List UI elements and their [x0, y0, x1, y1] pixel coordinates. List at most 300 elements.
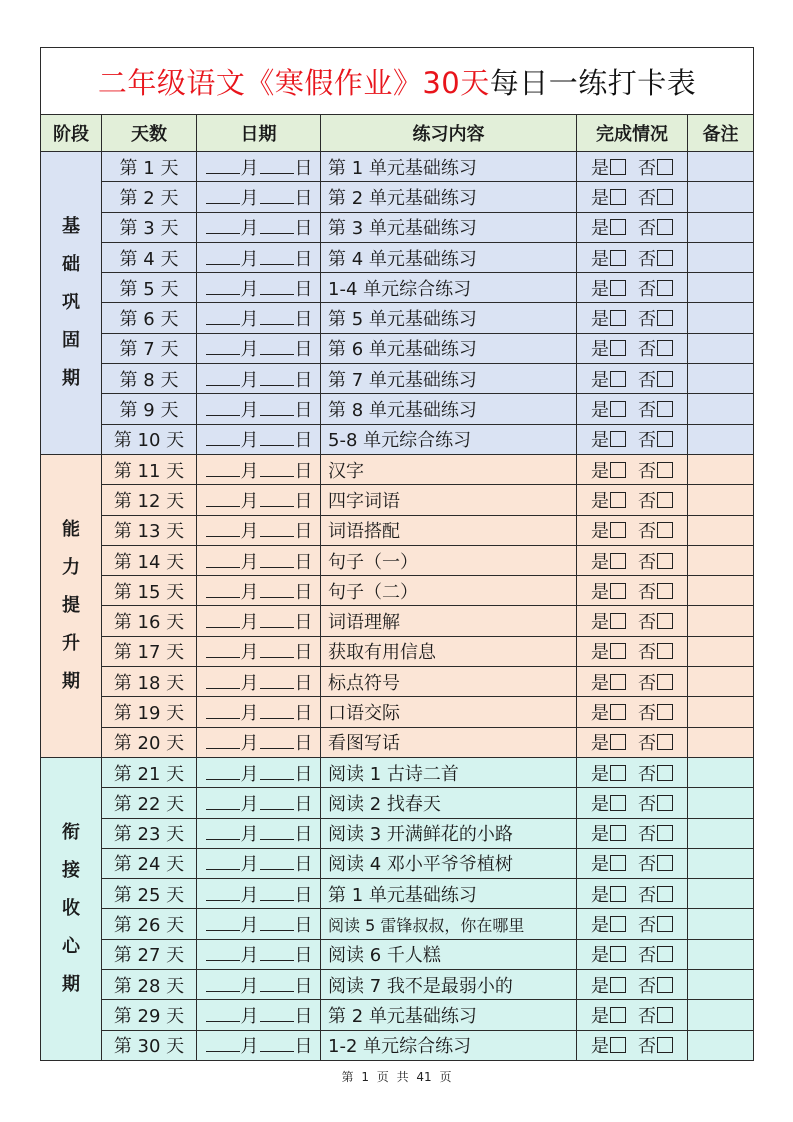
day-blank[interactable] [260, 674, 294, 689]
content-cell: 标点符号 [321, 667, 577, 697]
stage-char: 期 [62, 367, 80, 389]
status-cell [577, 273, 688, 303]
day-label: 日 [294, 672, 313, 694]
day-cell: 第 17 天 [102, 636, 197, 666]
yes-checkbox[interactable] [610, 553, 626, 569]
day-blank[interactable] [260, 1007, 294, 1022]
month-blank[interactable] [206, 522, 240, 537]
table-row [41, 606, 754, 636]
no-label: 否 [638, 521, 656, 543]
status-cell [577, 1000, 688, 1030]
day-blank[interactable] [260, 462, 294, 477]
yes-checkbox[interactable] [610, 401, 626, 417]
table-row [41, 394, 754, 424]
day-cell: 第 2 天 [102, 182, 197, 212]
day-blank[interactable] [260, 522, 294, 537]
no-checkbox[interactable] [657, 734, 673, 750]
day-label: 日 [294, 521, 313, 543]
content-cell: 阅读 1 古诗二首 [321, 757, 577, 787]
month-blank[interactable] [206, 280, 240, 295]
day-blank[interactable] [260, 795, 294, 810]
note-cell[interactable] [688, 303, 754, 333]
yes-checkbox[interactable] [610, 613, 626, 629]
month-blank[interactable] [206, 613, 240, 628]
note-cell[interactable] [688, 697, 754, 727]
date-cell [197, 757, 321, 787]
month-blank[interactable] [206, 977, 240, 992]
content-cell: 词语理解 [321, 606, 577, 636]
yes-checkbox[interactable] [610, 250, 626, 266]
note-cell[interactable] [688, 606, 754, 636]
no-checkbox[interactable] [657, 553, 673, 569]
no-checkbox[interactable] [657, 583, 673, 599]
date-cell [197, 242, 321, 272]
month-blank[interactable] [206, 734, 240, 749]
note-cell[interactable] [688, 485, 754, 515]
yes-checkbox[interactable] [610, 946, 626, 962]
note-cell[interactable] [688, 364, 754, 394]
table-row [41, 636, 754, 666]
content-cell: 1-2 单元综合练习 [321, 1030, 577, 1060]
note-cell[interactable] [688, 273, 754, 303]
yes-label: 是 [591, 1005, 609, 1027]
day-blank[interactable] [260, 492, 294, 507]
note-cell[interactable] [688, 152, 754, 182]
content-cell: 看图写话 [321, 727, 577, 757]
table-row [41, 970, 754, 1000]
table-row [41, 788, 754, 818]
day-label: 日 [294, 733, 313, 755]
no-checkbox[interactable] [657, 855, 673, 871]
yes-checkbox[interactable] [610, 280, 626, 296]
no-checkbox[interactable] [657, 643, 673, 659]
stage-char: 础 [62, 253, 80, 275]
column-header-row [41, 115, 754, 152]
no-label: 否 [638, 733, 656, 755]
column-header-stage: 阶段 [41, 115, 102, 152]
no-checkbox[interactable] [657, 219, 673, 235]
content-cell: 阅读 6 千人糕 [321, 939, 577, 969]
month-blank[interactable] [206, 704, 240, 719]
day-blank[interactable] [260, 219, 294, 234]
month-blank[interactable] [206, 462, 240, 477]
no-checkbox[interactable] [657, 492, 673, 508]
note-cell[interactable] [688, 333, 754, 363]
month-blank[interactable] [206, 189, 240, 204]
day-blank[interactable] [260, 189, 294, 204]
date-cell [197, 727, 321, 757]
status-cell [577, 333, 688, 363]
table-row [41, 454, 754, 484]
yes-checkbox[interactable] [610, 643, 626, 659]
month-label: 月 [240, 187, 259, 209]
no-checkbox[interactable] [657, 189, 673, 205]
status-cell [577, 242, 688, 272]
day-label: 日 [294, 248, 313, 270]
month-blank[interactable] [206, 1007, 240, 1022]
note-cell[interactable] [688, 454, 754, 484]
month-label: 月 [240, 278, 259, 300]
month-label: 月 [240, 581, 259, 603]
month-blank[interactable] [206, 310, 240, 325]
day-blank[interactable] [260, 280, 294, 295]
status-cell [577, 212, 688, 242]
day-cell: 第 16 天 [102, 606, 197, 636]
month-blank[interactable] [206, 340, 240, 355]
content-cell: 阅读 2 找春天 [321, 788, 577, 818]
yes-label: 是 [591, 824, 609, 846]
yes-label: 是 [591, 551, 609, 573]
yes-checkbox[interactable] [610, 522, 626, 538]
no-label: 否 [638, 551, 656, 573]
no-label: 否 [638, 157, 656, 179]
table-row [41, 576, 754, 606]
no-checkbox[interactable] [657, 795, 673, 811]
month-label: 月 [240, 551, 259, 573]
day-blank[interactable] [260, 643, 294, 658]
date-cell [197, 879, 321, 909]
day-blank[interactable] [260, 1037, 294, 1052]
day-cell: 第 7 天 [102, 333, 197, 363]
no-checkbox[interactable] [657, 674, 673, 690]
note-cell[interactable] [688, 1000, 754, 1030]
no-label: 否 [638, 430, 656, 452]
no-label: 否 [638, 915, 656, 937]
yes-label: 是 [591, 521, 609, 543]
day-blank[interactable] [260, 553, 294, 568]
no-checkbox[interactable] [657, 765, 673, 781]
day-cell: 第 11 天 [102, 454, 197, 484]
table-row [41, 364, 754, 394]
table-row [41, 1030, 754, 1060]
month-label: 月 [240, 733, 259, 755]
day-label: 日 [294, 400, 313, 422]
table-row [41, 879, 754, 909]
status-cell [577, 970, 688, 1000]
status-cell [577, 424, 688, 454]
no-checkbox[interactable] [657, 522, 673, 538]
note-cell[interactable] [688, 970, 754, 1000]
date-cell [197, 273, 321, 303]
day-cell: 第 29 天 [102, 1000, 197, 1030]
content-cell: 第 6 单元基础练习 [321, 333, 577, 363]
no-label: 否 [638, 945, 656, 967]
day-blank[interactable] [260, 159, 294, 174]
day-blank[interactable] [260, 855, 294, 870]
day-label: 日 [294, 945, 313, 967]
yes-checkbox[interactable] [610, 492, 626, 508]
month-blank[interactable] [206, 674, 240, 689]
yes-checkbox[interactable] [610, 977, 626, 993]
month-blank[interactable] [206, 401, 240, 416]
yes-label: 是 [591, 642, 609, 664]
column-header-status: 完成情况 [577, 115, 688, 152]
table-row [41, 242, 754, 272]
month-blank[interactable] [206, 583, 240, 598]
month-label: 月 [240, 975, 259, 997]
no-checkbox[interactable] [657, 310, 673, 326]
day-cell: 第 3 天 [102, 212, 197, 242]
date-cell [197, 212, 321, 242]
note-cell[interactable] [688, 424, 754, 454]
month-blank[interactable] [206, 855, 240, 870]
month-blank[interactable] [206, 643, 240, 658]
yes-checkbox[interactable] [610, 825, 626, 841]
date-cell [197, 667, 321, 697]
content-cell: 获取有用信息 [321, 636, 577, 666]
note-cell[interactable] [688, 515, 754, 545]
yes-label: 是 [591, 793, 609, 815]
day-blank[interactable] [260, 946, 294, 961]
content-cell: 第 1 单元基础练习 [321, 879, 577, 909]
no-checkbox[interactable] [657, 340, 673, 356]
yes-checkbox[interactable] [610, 886, 626, 902]
date-cell [197, 788, 321, 818]
no-checkbox[interactable] [657, 1037, 673, 1053]
status-cell [577, 939, 688, 969]
day-blank[interactable] [260, 613, 294, 628]
no-checkbox[interactable] [657, 250, 673, 266]
yes-checkbox[interactable] [610, 431, 626, 447]
yes-label: 是 [591, 612, 609, 634]
day-blank[interactable] [260, 704, 294, 719]
yes-label: 是 [591, 309, 609, 331]
content-cell: 阅读 3 开满鲜花的小路 [321, 818, 577, 848]
month-label: 月 [240, 339, 259, 361]
note-cell[interactable] [688, 394, 754, 424]
no-label: 否 [638, 854, 656, 876]
yes-checkbox[interactable] [610, 371, 626, 387]
day-cell: 第 30 天 [102, 1030, 197, 1060]
note-cell[interactable] [688, 636, 754, 666]
month-blank[interactable] [206, 492, 240, 507]
yes-label: 是 [591, 248, 609, 270]
note-cell[interactable] [688, 788, 754, 818]
no-checkbox[interactable] [657, 371, 673, 387]
month-blank[interactable] [206, 916, 240, 931]
yes-checkbox[interactable] [610, 462, 626, 478]
no-label: 否 [638, 248, 656, 270]
yes-label: 是 [591, 702, 609, 724]
no-checkbox[interactable] [657, 704, 673, 720]
no-checkbox[interactable] [657, 946, 673, 962]
month-blank[interactable] [206, 825, 240, 840]
day-blank[interactable] [260, 916, 294, 931]
stage-char: 提 [62, 594, 80, 616]
month-blank[interactable] [206, 795, 240, 810]
no-checkbox[interactable] [657, 159, 673, 175]
month-blank[interactable] [206, 886, 240, 901]
month-blank[interactable] [206, 159, 240, 174]
yes-checkbox[interactable] [610, 704, 626, 720]
date-cell [197, 606, 321, 636]
day-blank[interactable] [260, 310, 294, 325]
no-label: 否 [638, 884, 656, 906]
note-cell[interactable] [688, 818, 754, 848]
month-label: 月 [240, 369, 259, 391]
day-blank[interactable] [260, 734, 294, 749]
column-header-day: 天数 [102, 115, 197, 152]
day-cell: 第 14 天 [102, 545, 197, 575]
date-cell [197, 182, 321, 212]
day-label: 日 [294, 278, 313, 300]
content-cell: 第 7 单元基础练习 [321, 364, 577, 394]
date-cell [197, 485, 321, 515]
yes-label: 是 [591, 854, 609, 876]
note-cell[interactable] [688, 182, 754, 212]
note-cell[interactable] [688, 909, 754, 939]
page-title [41, 48, 754, 115]
no-checkbox[interactable] [657, 1007, 673, 1023]
table-row [41, 212, 754, 242]
month-label: 月 [240, 672, 259, 694]
day-blank[interactable] [260, 583, 294, 598]
date-cell [197, 1000, 321, 1030]
note-cell[interactable] [688, 848, 754, 878]
month-blank[interactable] [206, 250, 240, 265]
content-cell: 第 8 单元基础练习 [321, 394, 577, 424]
table-row [41, 848, 754, 878]
no-checkbox[interactable] [657, 977, 673, 993]
status-cell [577, 757, 688, 787]
stage-char: 固 [62, 329, 80, 351]
day-blank[interactable] [260, 886, 294, 901]
note-cell[interactable] [688, 242, 754, 272]
month-blank[interactable] [206, 431, 240, 446]
month-label: 月 [240, 521, 259, 543]
status-cell [577, 818, 688, 848]
yes-checkbox[interactable] [610, 795, 626, 811]
yes-checkbox[interactable] [610, 674, 626, 690]
stage-label [41, 454, 102, 757]
status-cell [577, 364, 688, 394]
day-cell: 第 13 天 [102, 515, 197, 545]
no-label: 否 [638, 975, 656, 997]
day-cell: 第 18 天 [102, 667, 197, 697]
table-row [41, 485, 754, 515]
day-cell: 第 15 天 [102, 576, 197, 606]
yes-checkbox[interactable] [610, 916, 626, 932]
status-cell [577, 727, 688, 757]
note-cell[interactable] [688, 1030, 754, 1060]
stage-char: 巩 [62, 291, 80, 313]
no-checkbox[interactable] [657, 825, 673, 841]
month-label: 月 [240, 793, 259, 815]
note-cell[interactable] [688, 212, 754, 242]
month-label: 月 [240, 157, 259, 179]
column-header-content: 练习内容 [321, 115, 577, 152]
day-cell: 第 28 天 [102, 970, 197, 1000]
month-label: 月 [240, 763, 259, 785]
month-label: 月 [240, 248, 259, 270]
yes-checkbox[interactable] [610, 765, 626, 781]
day-cell: 第 23 天 [102, 818, 197, 848]
day-blank[interactable] [260, 977, 294, 992]
yes-checkbox[interactable] [610, 583, 626, 599]
status-cell [577, 303, 688, 333]
note-cell[interactable] [688, 576, 754, 606]
column-header-date: 日期 [197, 115, 321, 152]
day-blank[interactable] [260, 401, 294, 416]
note-cell[interactable] [688, 545, 754, 575]
day-blank[interactable] [260, 250, 294, 265]
day-blank[interactable] [260, 825, 294, 840]
yes-label: 是 [591, 369, 609, 391]
date-cell [197, 636, 321, 666]
month-blank[interactable] [206, 219, 240, 234]
yes-checkbox[interactable] [610, 1007, 626, 1023]
yes-checkbox[interactable] [610, 159, 626, 175]
no-checkbox[interactable] [657, 613, 673, 629]
yes-checkbox[interactable] [610, 855, 626, 871]
yes-checkbox[interactable] [610, 189, 626, 205]
content-cell: 阅读 4 邓小平爷爷植树 [321, 848, 577, 878]
status-cell [577, 454, 688, 484]
note-cell[interactable] [688, 757, 754, 787]
no-checkbox[interactable] [657, 401, 673, 417]
note-cell[interactable] [688, 727, 754, 757]
content-cell: 阅读 7 我不是最弱小的 [321, 970, 577, 1000]
yes-label: 是 [591, 460, 609, 482]
yes-checkbox[interactable] [610, 340, 626, 356]
month-label: 月 [240, 1036, 259, 1058]
day-blank[interactable] [260, 431, 294, 446]
yes-checkbox[interactable] [610, 1037, 626, 1053]
date-cell [197, 515, 321, 545]
day-blank[interactable] [260, 765, 294, 780]
day-cell: 第 5 天 [102, 273, 197, 303]
month-label: 月 [240, 702, 259, 724]
month-blank[interactable] [206, 1037, 240, 1052]
content-cell: 汉字 [321, 454, 577, 484]
day-blank[interactable] [260, 340, 294, 355]
no-label: 否 [638, 672, 656, 694]
no-checkbox[interactable] [657, 916, 673, 932]
month-label: 月 [240, 945, 259, 967]
no-checkbox[interactable] [657, 280, 673, 296]
status-cell [577, 879, 688, 909]
date-cell [197, 152, 321, 182]
note-cell[interactable] [688, 879, 754, 909]
day-cell: 第 10 天 [102, 424, 197, 454]
day-label: 日 [294, 369, 313, 391]
status-cell [577, 515, 688, 545]
yes-checkbox[interactable] [610, 734, 626, 750]
yes-checkbox[interactable] [610, 310, 626, 326]
day-blank[interactable] [260, 371, 294, 386]
note-cell[interactable] [688, 667, 754, 697]
yes-checkbox[interactable] [610, 219, 626, 235]
month-blank[interactable] [206, 553, 240, 568]
stage-char: 升 [62, 632, 80, 654]
month-blank[interactable] [206, 371, 240, 386]
status-cell [577, 606, 688, 636]
month-blank[interactable] [206, 765, 240, 780]
table-row [41, 727, 754, 757]
date-cell [197, 1030, 321, 1060]
table-row [41, 424, 754, 454]
month-blank[interactable] [206, 946, 240, 961]
month-label: 月 [240, 612, 259, 634]
note-cell[interactable] [688, 939, 754, 969]
content-cell: 阅读 5 雷锋叔叔，你在哪里 [321, 909, 577, 939]
day-label: 日 [294, 793, 313, 815]
no-checkbox[interactable] [657, 431, 673, 447]
yes-label: 是 [591, 945, 609, 967]
table-body [41, 152, 754, 1061]
no-checkbox[interactable] [657, 462, 673, 478]
no-checkbox[interactable] [657, 886, 673, 902]
